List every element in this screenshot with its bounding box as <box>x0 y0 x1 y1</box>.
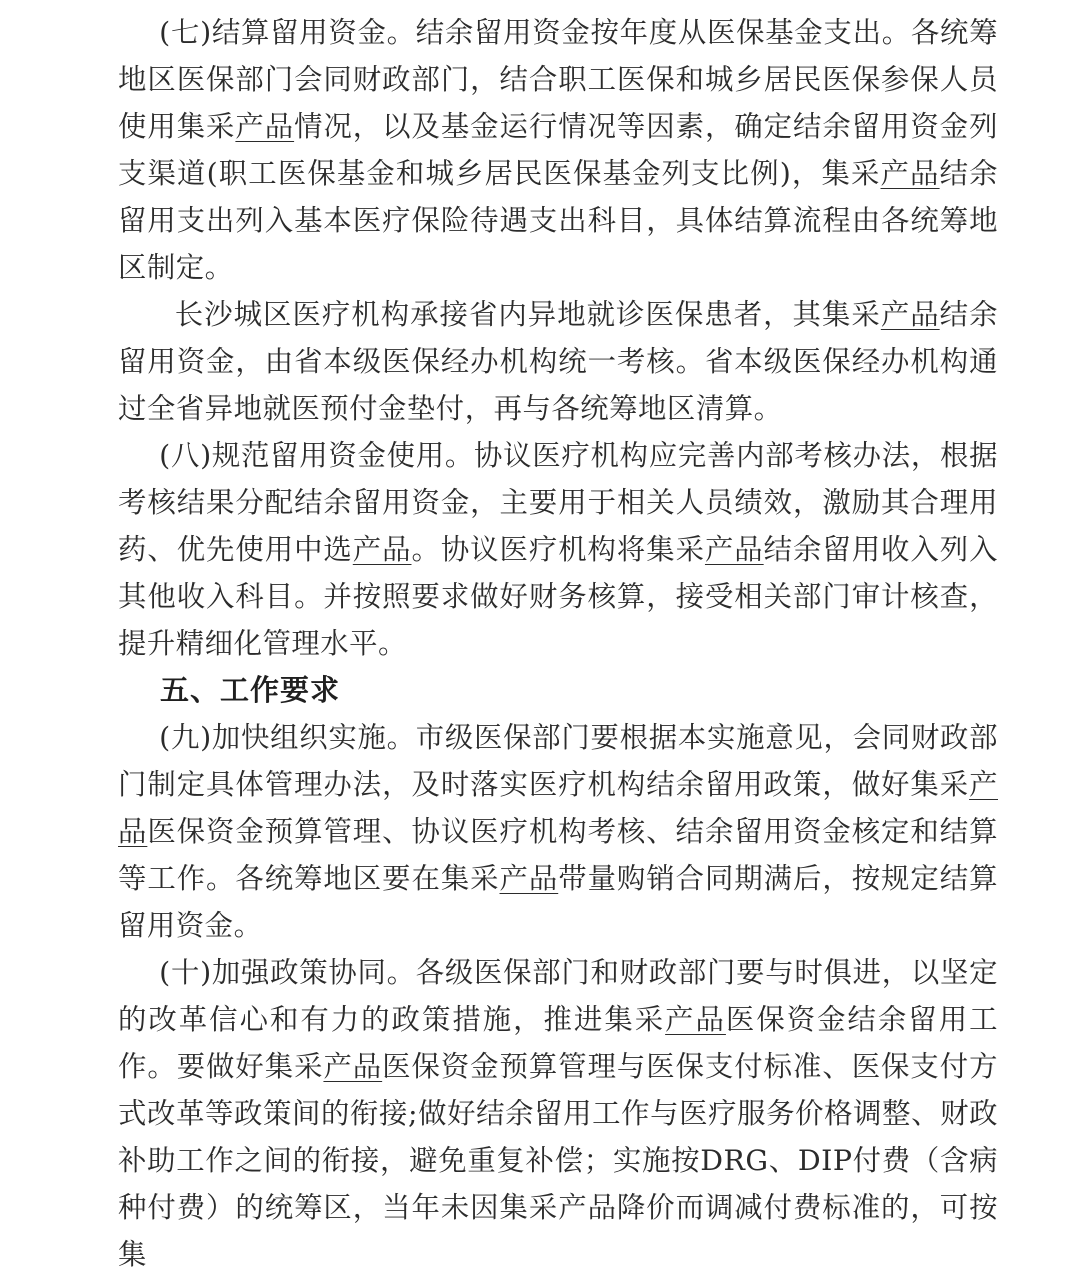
paragraph-10-coordination <box>118 949 998 1278</box>
underlined-term: 产品 <box>880 298 940 331</box>
paragraph-8-usage <box>118 432 998 667</box>
text-segment: (七)结算留用资金。结余留用资金按年度从医保基金支出。各统筹地区医保部门会同财政部门，结合职工医保和城乡居民医保参保人员使用集采 <box>118 16 998 143</box>
underlined-term: 产品 <box>665 1003 726 1036</box>
underlined-term: 产品 <box>704 533 764 566</box>
text-segment: 。协议医疗机构将集采 <box>411 533 705 566</box>
text-segment: 带量购销合同期满后，按规定结算留用资金。 <box>118 862 998 942</box>
underlined-term: 产品 <box>235 110 295 143</box>
text-segment: 医保资金预算管理与医保支付标准、医保支付方式改革等政策间的衔接;做好结余留用工作与医疗服务价格调整、财政补助工作之间的衔接，避免重复补偿；实施按DRG、DIP付费（含病种付费）的统筹区，当年未因集采产品降价而调减付费标准的，可按集 <box>118 1050 998 1271</box>
underlined-term: 产品 <box>118 768 998 848</box>
text-segment: 长沙城区医疗机构承接省内异地就诊医保患者，其集采 <box>174 298 881 331</box>
text-segment: 结余留用资金，由省本级医保经办机构统一考核。省本级医保经办机构通过全省异地就医预付金垫付，再与各统筹地区清算。 <box>118 298 998 425</box>
document-body <box>118 9 998 1278</box>
paragraph-9-implementation <box>118 714 998 949</box>
text-segment: 医保资金结余留用工作。要做好集采 <box>118 1003 998 1083</box>
paragraph-changsha <box>118 291 998 432</box>
text-segment: (十)加强政策协同。各级医保部门和财政部门要与时俱进，以坚定的改革信心和有力的政策措施，推进集采 <box>118 956 998 1036</box>
text-segment: (八)规范留用资金使用。协议医疗机构应完善内部考核办法，根据考核结果分配结余留用资金，主要用于相关人员绩效，激励其合理用药、优先使用中选 <box>118 439 998 566</box>
underlined-term: 产品 <box>499 862 559 895</box>
text-segment: 医保资金预算管理、协议医疗机构考核、结余留用资金核定和结算等工作。各统筹地区要在集采 <box>118 815 998 895</box>
text-segment: 结余留用支出列入基本医疗保险待遇支出科目，具体结算流程由各统筹地区制定。 <box>118 157 998 284</box>
text-segment: 结余留用收入列入其他收入科目。并按照要求做好财务核算，接受相关部门审计核查，提升精细化管理水平。 <box>118 533 998 660</box>
text-segment: 情况，以及基金运行情况等因素，确定结余留用资金列支渠道(职工医保基金和城乡居民医保基金列支比例)，集采 <box>118 110 998 190</box>
section-heading: 五、工作要求 <box>160 673 341 707</box>
underlined-term: 产品 <box>880 157 940 190</box>
text-segment: (九)加快组织实施。市级医保部门要根据本实施意见，会同财政部门制定具体管理办法，及时落实医疗机构结余留用政策，做好集采 <box>118 721 998 801</box>
underlined-term: 产品 <box>323 1050 383 1083</box>
underlined-term: 产品 <box>352 533 412 566</box>
paragraph-7-settlement <box>118 9 998 291</box>
